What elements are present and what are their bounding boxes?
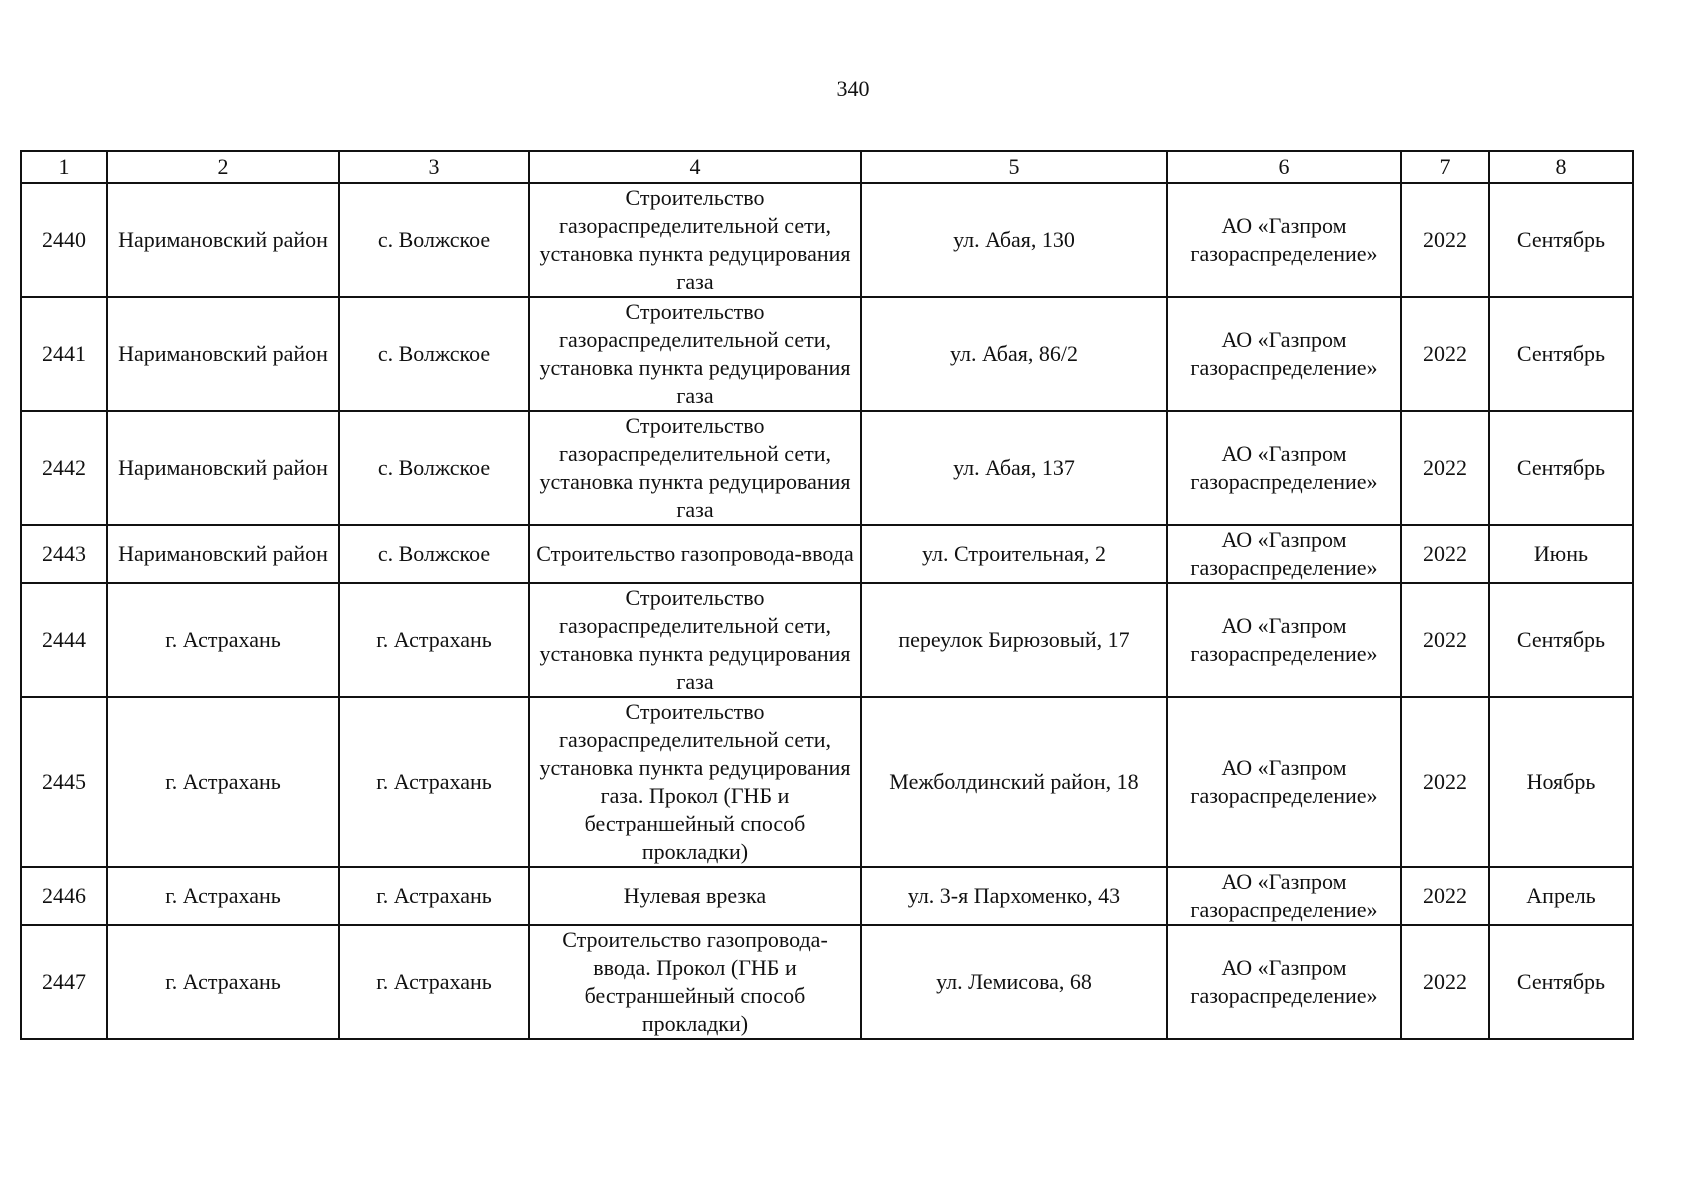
row-number-cell: 2445	[21, 697, 107, 867]
year-cell: 2022	[1401, 867, 1489, 925]
table-row	[21, 297, 1633, 411]
address-cell: ул. Лемисова, 68	[861, 925, 1167, 1039]
work-description-cell: Строительство газораспределительной сети, установка пункта редуцирования газа	[529, 411, 861, 525]
organization-cell: АО «Газпром газораспределение»	[1167, 525, 1401, 583]
organization-cell: АО «Газпром газораспределение»	[1167, 411, 1401, 525]
settlement-cell: г. Астрахань	[339, 925, 529, 1039]
row-number-cell: 2444	[21, 583, 107, 697]
month-cell: Сентябрь	[1489, 925, 1633, 1039]
district-cell: г. Астрахань	[107, 925, 339, 1039]
works-table	[20, 150, 1634, 1040]
address-cell: переулок Бирюзовый, 17	[861, 583, 1167, 697]
address-cell: ул. Абая, 86/2	[861, 297, 1167, 411]
year-cell: 2022	[1401, 183, 1489, 297]
column-header: 7	[1401, 151, 1489, 183]
district-cell: г. Астрахань	[107, 697, 339, 867]
row-number-cell: 2447	[21, 925, 107, 1039]
column-header: 6	[1167, 151, 1401, 183]
work-description-cell: Строительство газопровода-ввода	[529, 525, 861, 583]
month-cell: Апрель	[1489, 867, 1633, 925]
row-number-cell: 2446	[21, 867, 107, 925]
address-cell: ул. Абая, 137	[861, 411, 1167, 525]
work-description-cell: Строительство газопровода-ввода. Прокол (ГНБ и бестраншейный способ прокладки)	[529, 925, 861, 1039]
district-cell: г. Астрахань	[107, 867, 339, 925]
organization-cell: АО «Газпром газораспределение»	[1167, 297, 1401, 411]
column-header: 5	[861, 151, 1167, 183]
settlement-cell: г. Астрахань	[339, 583, 529, 697]
column-header: 3	[339, 151, 529, 183]
settlement-cell: с. Волжское	[339, 525, 529, 583]
settlement-cell: с. Волжское	[339, 183, 529, 297]
year-cell: 2022	[1401, 925, 1489, 1039]
district-cell: Наримановский район	[107, 525, 339, 583]
row-number-cell: 2441	[21, 297, 107, 411]
address-cell: ул. Абая, 130	[861, 183, 1167, 297]
settlement-cell: г. Астрахань	[339, 867, 529, 925]
month-cell: Сентябрь	[1489, 411, 1633, 525]
header-row	[21, 151, 1633, 183]
address-cell: ул. Строительная, 2	[861, 525, 1167, 583]
table-row	[21, 697, 1633, 867]
work-description-cell: Строительство газораспределительной сети, установка пункта редуцирования газа. Прокол (ГНБ и бестраншейный способ прокладки)	[529, 697, 861, 867]
table-row	[21, 583, 1633, 697]
year-cell: 2022	[1401, 525, 1489, 583]
column-header: 4	[529, 151, 861, 183]
month-cell: Июнь	[1489, 525, 1633, 583]
address-cell: Межболдинский район, 18	[861, 697, 1167, 867]
table-row	[21, 525, 1633, 583]
organization-cell: АО «Газпром газораспределение»	[1167, 583, 1401, 697]
table-row	[21, 183, 1633, 297]
table-row	[21, 411, 1633, 525]
column-header: 1	[21, 151, 107, 183]
year-cell: 2022	[1401, 297, 1489, 411]
column-header: 8	[1489, 151, 1633, 183]
year-cell: 2022	[1401, 697, 1489, 867]
row-number-cell: 2442	[21, 411, 107, 525]
work-description-cell: Строительство газораспределительной сети, установка пункта редуцирования газа	[529, 583, 861, 697]
organization-cell: АО «Газпром газораспределение»	[1167, 867, 1401, 925]
organization-cell: АО «Газпром газораспределение»	[1167, 925, 1401, 1039]
district-cell: Наримановский район	[107, 411, 339, 525]
year-cell: 2022	[1401, 583, 1489, 697]
month-cell: Ноябрь	[1489, 697, 1633, 867]
month-cell: Сентябрь	[1489, 183, 1633, 297]
district-cell: Наримановский район	[107, 183, 339, 297]
work-description-cell: Нулевая врезка	[529, 867, 861, 925]
table-row	[21, 867, 1633, 925]
work-description-cell: Строительство газораспределительной сети, установка пункта редуцирования газа	[529, 183, 861, 297]
month-cell: Сентябрь	[1489, 297, 1633, 411]
settlement-cell: г. Астрахань	[339, 697, 529, 867]
month-cell: Сентябрь	[1489, 583, 1633, 697]
organization-cell: АО «Газпром газораспределение»	[1167, 697, 1401, 867]
row-number-cell: 2443	[21, 525, 107, 583]
address-cell: ул. 3-я Пархоменко, 43	[861, 867, 1167, 925]
organization-cell: АО «Газпром газораспределение»	[1167, 183, 1401, 297]
year-cell: 2022	[1401, 411, 1489, 525]
row-number-cell: 2440	[21, 183, 107, 297]
settlement-cell: с. Волжское	[339, 411, 529, 525]
table-row	[21, 925, 1633, 1039]
work-description-cell: Строительство газораспределительной сети, установка пункта редуцирования газа	[529, 297, 861, 411]
settlement-cell: с. Волжское	[339, 297, 529, 411]
district-cell: Наримановский район	[107, 297, 339, 411]
district-cell: г. Астрахань	[107, 583, 339, 697]
column-header: 2	[107, 151, 339, 183]
page-number: 340	[836, 76, 870, 101]
